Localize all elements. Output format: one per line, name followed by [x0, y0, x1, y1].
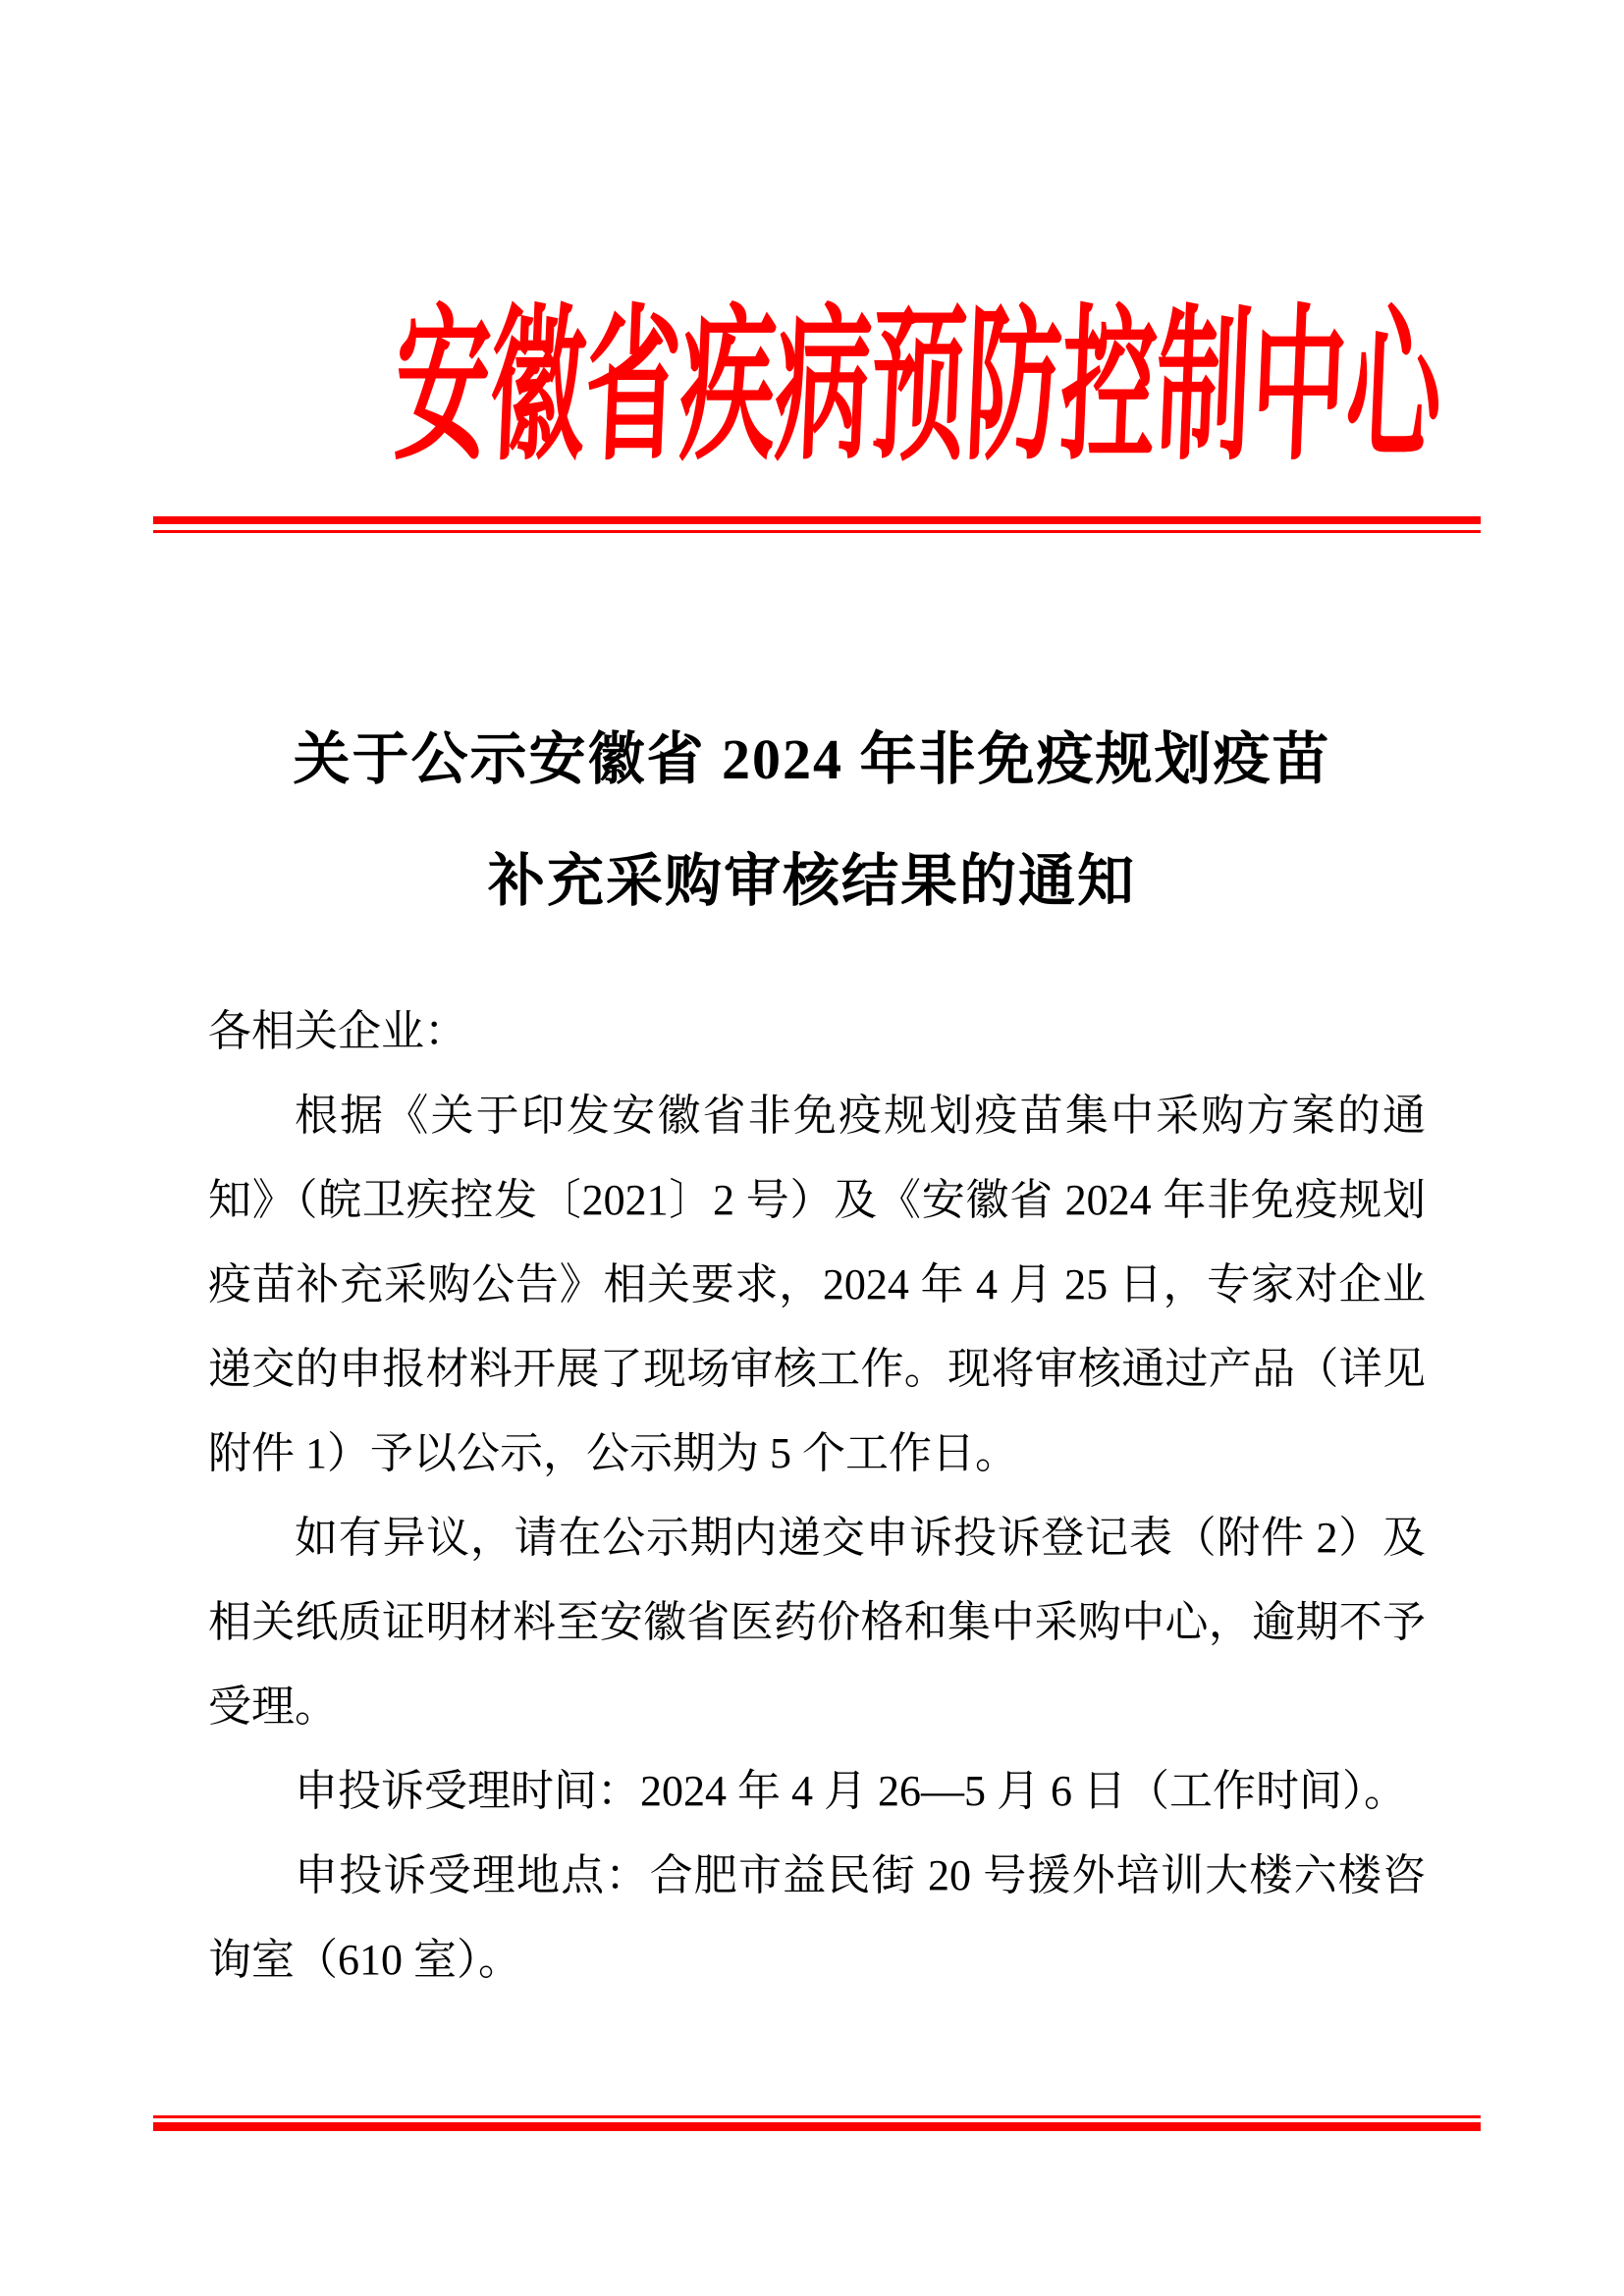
paragraph-complaint-address: 申投诉受理地点：合肥市益民街 20 号援外培训大楼六楼咨询室（610 室）。 — [208, 1851, 1426, 1984]
document-title-line2: 补充采购审核结果的通知 — [487, 849, 1136, 913]
footer-rule-thick — [153, 2122, 1481, 2131]
paragraph-objection: 如有异议，请在公示期内递交申诉投诉登记表（附件 2）及相关纸质证明材料至安徽省医药价格和集中采购中心，逾期不予受理。 — [208, 1514, 1426, 1731]
document-title-line1: 关于公示安徽省 2024 年非免疫规划疫苗 — [293, 727, 1331, 791]
header-rule-thin — [153, 530, 1481, 533]
document-title — [0, 699, 1624, 942]
agency-name: 安徽省疾病预防控制中心 — [391, 295, 1446, 480]
salutation: 各相关企业： — [208, 1007, 467, 1055]
header-rule-thick — [153, 516, 1481, 524]
paragraph-basis: 根据《关于印发安徽省非免疫规划疫苗集中采购方案的通知》（皖卫疾控发〔2021〕2 号）及《安徽省 2024 年非免疫规划疫苗补充采购公告》相关要求，2024 年 4 月 25 日，专家对企业递交的申报材料开展了现场审核工作。现将审核通过产品（详见附件 1）予以公示，公示期为 5 个工作日。 — [208, 1092, 1426, 1477]
footer-rule-thin — [153, 2115, 1481, 2118]
paragraph-complaint-time: 申投诉受理时间：2024 年 4 月 26—5 月 6 日（工作时间）。 — [295, 1767, 1407, 1815]
document-body — [208, 989, 1426, 2002]
letterhead — [0, 294, 1624, 481]
